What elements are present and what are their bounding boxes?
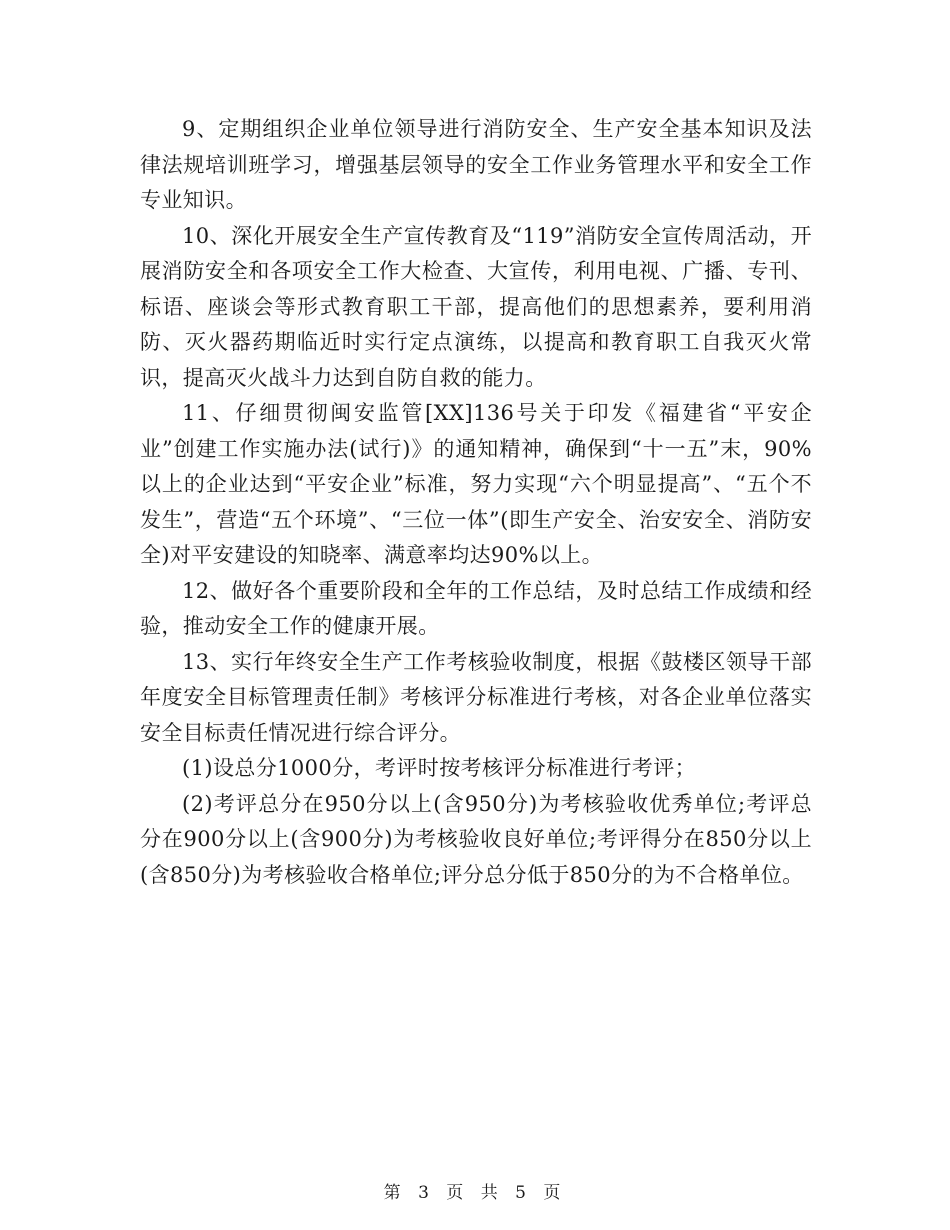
paragraph-subitem-1: (1)设总分1000分，考评时按考核评分标准进行考评；: [182, 756, 696, 780]
paragraph-item-11: 11、仔细贯彻闽安监管[XX]136号关于印发《福建省“平安企业”创建工作实施办法(试行)》的通知精神，确保到“十一五”末，90%以上的企业达到“平安企业”标准，努力实现“六个明显提高”、“五个不发生”，营造“五个环境”、“三位一体”(即生产安全、治安安全、消防安全)对平安建设的知晓率、满意率均达90%以上。: [140, 401, 812, 567]
paragraph-item-12: 12、做好各个重要阶段和全年的工作总结，及时总结工作成绩和经验，推动安全工作的健康开展。: [140, 578, 812, 638]
paragraph-item-10: 10、深化开展安全生产宣传教育及“119”消防安全宣传周活动，开展消防安全和各项安全工作大检查、大宣传，利用电视、广播、专刊、标语、座谈会等形式教育职工干部，提高他们的思想素养，要利用消防、灭火器药期临近时实行定点演练，以提高和教育职工自我灭火常识，提高灭火战斗力达到自防自救的能力。: [140, 223, 812, 390]
paragraph-item-13: 13、实行年终安全生产工作考核验收制度，根据《鼓楼区领导干部年度安全目标管理责任制》考核评分标准进行考核，对各企业单位落实安全目标责任情况进行综合评分。: [140, 649, 812, 745]
page-footer: 第 3 页 共 5 页: [383, 1183, 567, 1203]
paragraph-item-9: 9、定期组织企业单位领导进行消防安全、生产安全基本知识及法律法规培训班学习，增强基层领导的安全工作业务管理水平和安全工作专业知识。: [140, 117, 812, 212]
paragraph-subitem-2: (2)考评总分在950分以上(含950分)为考核验收优秀单位;考评总分在900分以上(含900分)为考核验收良好单位;考评得分在850分以上(含850分)为考核验收合格单位;评分总分低于850分的为不合格单位。: [140, 791, 812, 887]
document-body: [140, 112, 812, 893]
